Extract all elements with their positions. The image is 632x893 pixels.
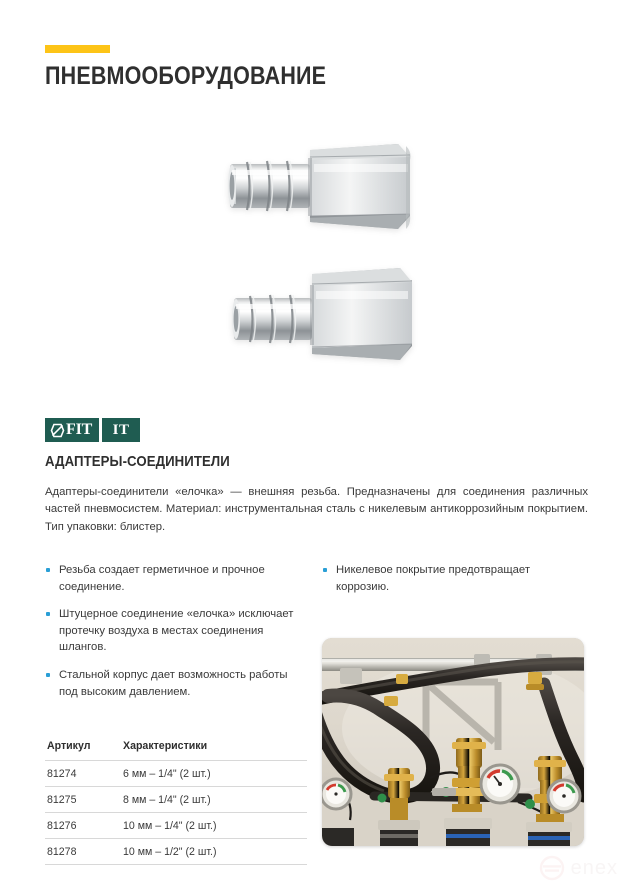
adapter-image-2 (228, 258, 418, 380)
accent-bar (45, 45, 110, 53)
brand-name: FIT (66, 421, 93, 438)
hero-product-photo (180, 118, 470, 403)
cell-article: 81276 (45, 813, 121, 839)
brand-fit-block (45, 418, 99, 442)
column-header-characteristics: Характеристики (121, 738, 307, 761)
watermark-text: enex (570, 856, 618, 879)
brand-logo (45, 418, 140, 442)
cell-characteristics: 8 мм – 1/4" (2 шт.) (121, 787, 307, 813)
feature-item (45, 562, 307, 595)
table-header-row (45, 738, 307, 761)
application-photo (322, 638, 584, 846)
feature-list-left (45, 562, 307, 700)
brand-suffix: IT (102, 418, 140, 442)
table-row (45, 761, 307, 787)
cell-characteristics: 10 мм – 1/4" (2 шт.) (121, 813, 307, 839)
feature-item (45, 606, 307, 656)
section-title: АДАПТЕРЫ-СОЕДИНИТЕЛИ (45, 453, 230, 470)
feature-text: Резьба создает герметичное и прочное соединение. (59, 564, 265, 593)
cell-characteristics: 10 мм – 1/2" (2 шт.) (121, 839, 307, 865)
fit-hexagon-icon (50, 423, 65, 438)
cell-article: 81275 (45, 787, 121, 813)
feature-text: Стальной корпус дает возможность работы под высоким давлением. (59, 668, 288, 698)
feature-text: Штуцерное соединение «елочка» исключает протечку воздуха в местах соединения шлангов. (59, 608, 294, 654)
bullet-dot-icon (46, 568, 50, 572)
spec-table (45, 738, 307, 865)
bullet-dot-icon (323, 568, 327, 572)
bullet-dot-icon (46, 673, 50, 677)
table-row (45, 787, 307, 813)
cell-characteristics: 6 мм – 1/4" (2 шт.) (121, 761, 307, 787)
feature-list-right (322, 562, 584, 595)
feature-item (322, 562, 584, 595)
section-description: Адаптеры-соединители «елочка» — внешняя резьба. Предназначены для соединения различных частей пневмосистем. Материал: инструментальная сталь с никелевым антикоррозийным покрытием. Тип упаковки: блистер. (45, 486, 588, 533)
cell-article: 81274 (45, 761, 121, 787)
column-header-article: Артикул (45, 738, 121, 761)
bullet-dot-icon (46, 612, 50, 616)
enex-logo-icon (539, 855, 565, 881)
feature-text: Никелевое покрытие предотвращает коррозию. (336, 564, 531, 593)
feature-item (45, 667, 307, 700)
table-row (45, 813, 307, 839)
cell-article: 81278 (45, 839, 121, 865)
page-title: ПНЕВМООБОРУДОВАНИЕ (45, 62, 327, 90)
table-row (45, 839, 307, 865)
adapter-image-1 (222, 124, 422, 249)
watermark (539, 855, 618, 881)
